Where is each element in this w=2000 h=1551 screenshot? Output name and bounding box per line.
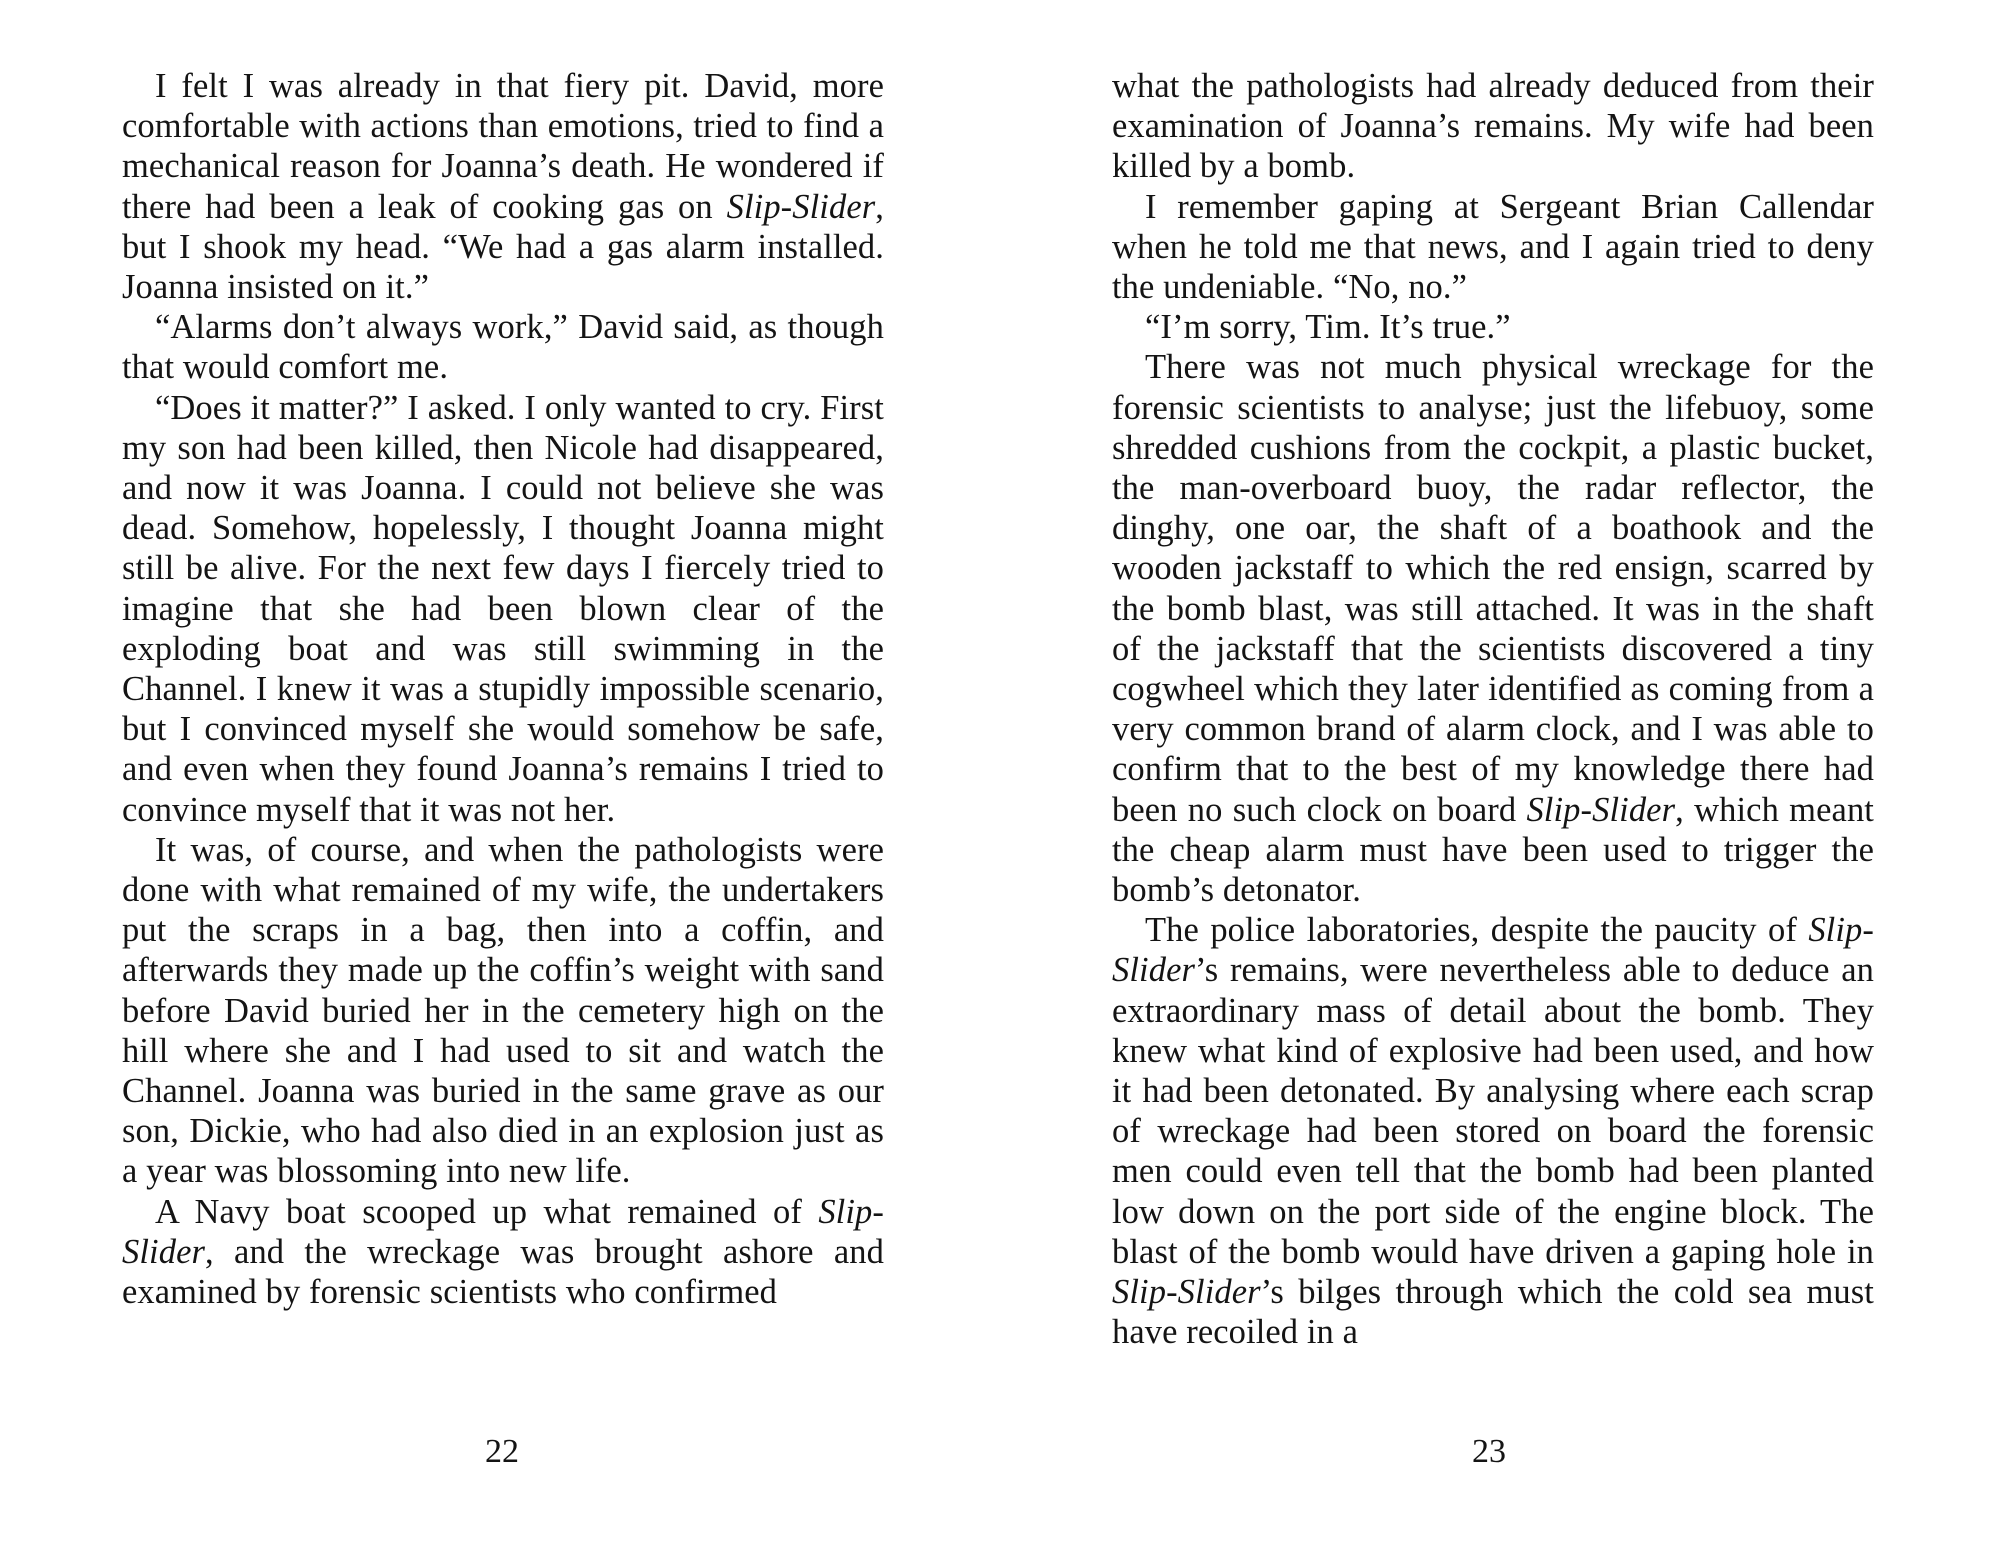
left-page bbox=[122, 66, 884, 1312]
text-run: It was, of course, and when the pathologists were done with what remained of my wife, the undertakers put the scraps in a bag, then into a coffin, and afterwards they made up the coffin’s weight with sand before David buried her in the cemetery high on the hill where she and I had used to sit and watch the Channel. Joanna was buried in the same grave as our son, Dickie, who had also died in an explosion just as a year was blossoming into new life. bbox=[122, 830, 884, 1191]
paragraph bbox=[1112, 910, 1874, 1352]
italic-title: Slip-Slider bbox=[122, 1192, 884, 1271]
italic-title: Slip-Slider bbox=[1112, 1273, 1261, 1312]
paragraph bbox=[1112, 187, 1874, 308]
text-run: There was not much physical wreckage for the forensic scientists to analyse; just the lifebuoy, some shredded cushions from the cockpit, a plastic bucket, the man-overboard buoy, the radar reflector, the dinghy, one oar, the shaft of a boathook and the wooden jackstaff to which the red ensign, scarred by the bomb blast, was still attached. It was in the shaft of the jackstaff that the scientists discovered a tiny cogwheel which they later identified as coming from a very common brand of alarm clock, and I was able to confirm that to the best of my knowledge there had been no such clock on board bbox=[1112, 348, 1874, 829]
text-run: “Alarms don’t always work,” David said, as though that would comfort me. bbox=[122, 308, 884, 387]
page-number-left: 22 bbox=[485, 1433, 519, 1470]
paragraph bbox=[1112, 307, 1874, 347]
paragraph bbox=[1112, 66, 1874, 187]
text-run: ’s remains, were nevertheless able to deduce an extraordinary mass of detail about the bomb. They knew what kind of explosive had been used, and how it had been detonated. By analysing where each scrap of wreckage had been stored on board the forensic men could even tell that the bomb had been planted low down on the port side of the engine block. The blast of the bomb would have driven a gaping hole in bbox=[1112, 951, 1874, 1271]
paragraph bbox=[122, 66, 884, 307]
paragraph bbox=[1112, 347, 1874, 910]
right-page bbox=[1112, 66, 1874, 1353]
text-run: ’s bilges through which the cold sea must have recoiled in a bbox=[1112, 1273, 1874, 1352]
paragraph bbox=[122, 830, 884, 1192]
text-run: , and the wreckage was brought ashore and examined by forensic scientists who confirmed bbox=[122, 1232, 884, 1312]
text-run: what the pathologists had already deduced from their examination of Joanna’s remains. My wife had been killed by a bomb. bbox=[1112, 67, 1874, 186]
text-run: I remember gaping at Sergeant Brian Callendar when he told me that news, and I again tried to deny the undeniable. “No, no.” bbox=[1112, 187, 1874, 307]
text-run: “I’m sorry, Tim. It’s true.” bbox=[1145, 308, 1511, 347]
text-run: I felt I was already in that fiery pit. David, more comfortable with actions than emotions, tried to find a mechanical reason for Joanna’s death. He wondered if there had been a leak of cooking gas on bbox=[122, 67, 884, 226]
paragraph bbox=[122, 388, 884, 830]
text-run: “Does it matter?” I asked. I only wanted to cry. First my son had been killed, then Nicole had disappeared, and now it was Joanna. I could not believe she was dead. Somehow, hopelessly, I thought Joanna might still be alive. For the next few days I fiercely tried to imagine that she had been blown clear of the exploding boat and was still swimming in the Channel. I knew it was a stupidly impossible scenario, but I convinced myself she would somehow be safe, and even when they found Joanna’s remains I tried to convince myself that it was not her. bbox=[122, 388, 884, 829]
text-run: , but I shook my head. “We had a gas alarm installed. Joanna insisted on it.” bbox=[122, 187, 884, 307]
text-run: , which meant the cheap alarm must have been used to trigger the bomb’s detonator. bbox=[1112, 790, 1874, 910]
italic-title: Slip-Slider bbox=[1112, 911, 1874, 990]
text-run: The police laboratories, despite the paucity of bbox=[1145, 911, 1809, 950]
text-run: A Navy boat scooped up what remained of bbox=[155, 1192, 819, 1231]
paragraph bbox=[122, 1192, 884, 1313]
page-number-right: 23 bbox=[1472, 1433, 1506, 1470]
paragraph bbox=[122, 307, 884, 387]
italic-title: Slip-Slider bbox=[726, 187, 876, 226]
italic-title: Slip-Slider bbox=[1526, 790, 1676, 829]
